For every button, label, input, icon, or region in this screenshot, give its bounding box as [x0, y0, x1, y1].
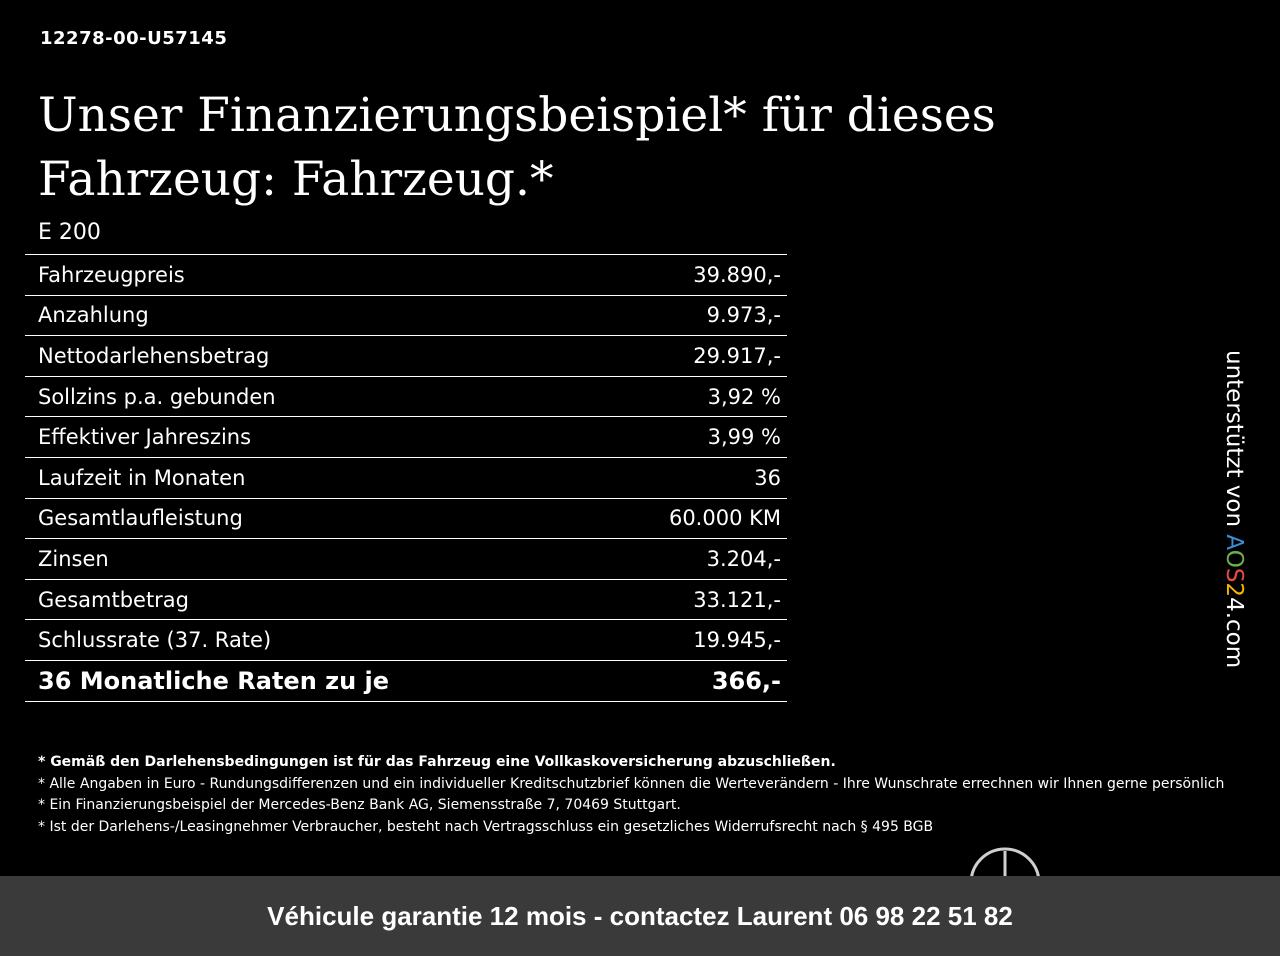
page-title: Unser Finanzierungsbeispiel* für dieses Fahrzeug: Fahrzeug.* [38, 88, 996, 207]
row-value: 33.121,- [693, 587, 781, 612]
footnotes [38, 752, 1258, 838]
row-label: Zinsen [38, 546, 109, 571]
row-value: 19.945,- [693, 628, 781, 653]
row-label: Fahrzeugpreis [38, 262, 185, 287]
row-value: 3.204,- [706, 546, 781, 571]
sponsor-credit [1219, 350, 1249, 700]
row-label: Anzahlung [38, 303, 149, 328]
footnote: * Ist der Darlehens-/Leasingnehmer Verbraucher, besteht nach Vertragsschluss ein gesetzliches Widerrufsrecht nach § 495 BGB [38, 818, 934, 835]
row-label: Gesamtlaufleistung [38, 506, 243, 531]
footnote: * Gemäß den Darlehensbedingungen ist für das Fahrzeug eine Vollkaskoversicherung abzuschließen. [38, 754, 836, 770]
vehicle-reference-id: 12278-00-U57145 [40, 28, 228, 49]
row-value: 36 [754, 465, 781, 490]
financing-table [25, 254, 787, 702]
table-row [25, 539, 787, 580]
table-row [25, 377, 787, 418]
row-value: 39.890,- [693, 262, 781, 287]
sponsor-prefix: unterstützt von [1221, 350, 1247, 535]
table-row [25, 620, 787, 661]
row-label: Gesamtbetrag [38, 587, 190, 612]
row-value: 9.973,- [706, 303, 781, 328]
monthly-rate-value: 366,- [711, 666, 781, 695]
row-value: 3,92 % [707, 384, 781, 409]
mercedes-star-icon [968, 846, 1042, 878]
contact-banner-text: Véhicule garantie 12 mois - contactez Laurent 06 98 22 51 82 [267, 900, 1013, 931]
row-label: Schlussrate (37. Rate) [38, 628, 272, 653]
aos24-logo: AOS24 [1221, 534, 1247, 612]
footnote: * Ein Finanzierungsbeispiel der Mercedes-Benz Bank AG, Siemensstraße 7, 70469 Stuttgart. [38, 797, 681, 813]
footnote: * Alle Angaben in Euro - Rundungsdifferenzen und ein individueller Kreditschutzbrief können die Werteverändern - Ihre Wunschrate errechnen wir Ihnen gerne persönlich [38, 775, 1225, 792]
table-row [25, 458, 787, 499]
table-row [25, 296, 787, 337]
sponsor-suffix: .com [1221, 611, 1247, 669]
table-row [25, 580, 787, 621]
table-row [25, 255, 787, 296]
row-value: 29.917,- [693, 343, 781, 368]
sponsor-credit-text [1219, 350, 1249, 668]
row-label: Sollzins p.a. gebunden [38, 384, 276, 409]
row-label: Effektiver Jahreszins [38, 425, 252, 450]
row-label: Laufzeit in Monaten [38, 465, 246, 490]
row-value: 3,99 % [707, 425, 781, 450]
contact-banner [0, 876, 1280, 956]
monthly-rate-row [25, 661, 787, 702]
row-value: 60.000 KM [668, 506, 781, 531]
table-row [25, 336, 787, 377]
vehicle-model: E 200 [38, 220, 101, 245]
table-row [25, 499, 787, 540]
table-row [25, 417, 787, 458]
monthly-rate-label: 36 Monatliche Raten zu je [38, 666, 390, 695]
row-label: Nettodarlehensbetrag [38, 343, 270, 368]
